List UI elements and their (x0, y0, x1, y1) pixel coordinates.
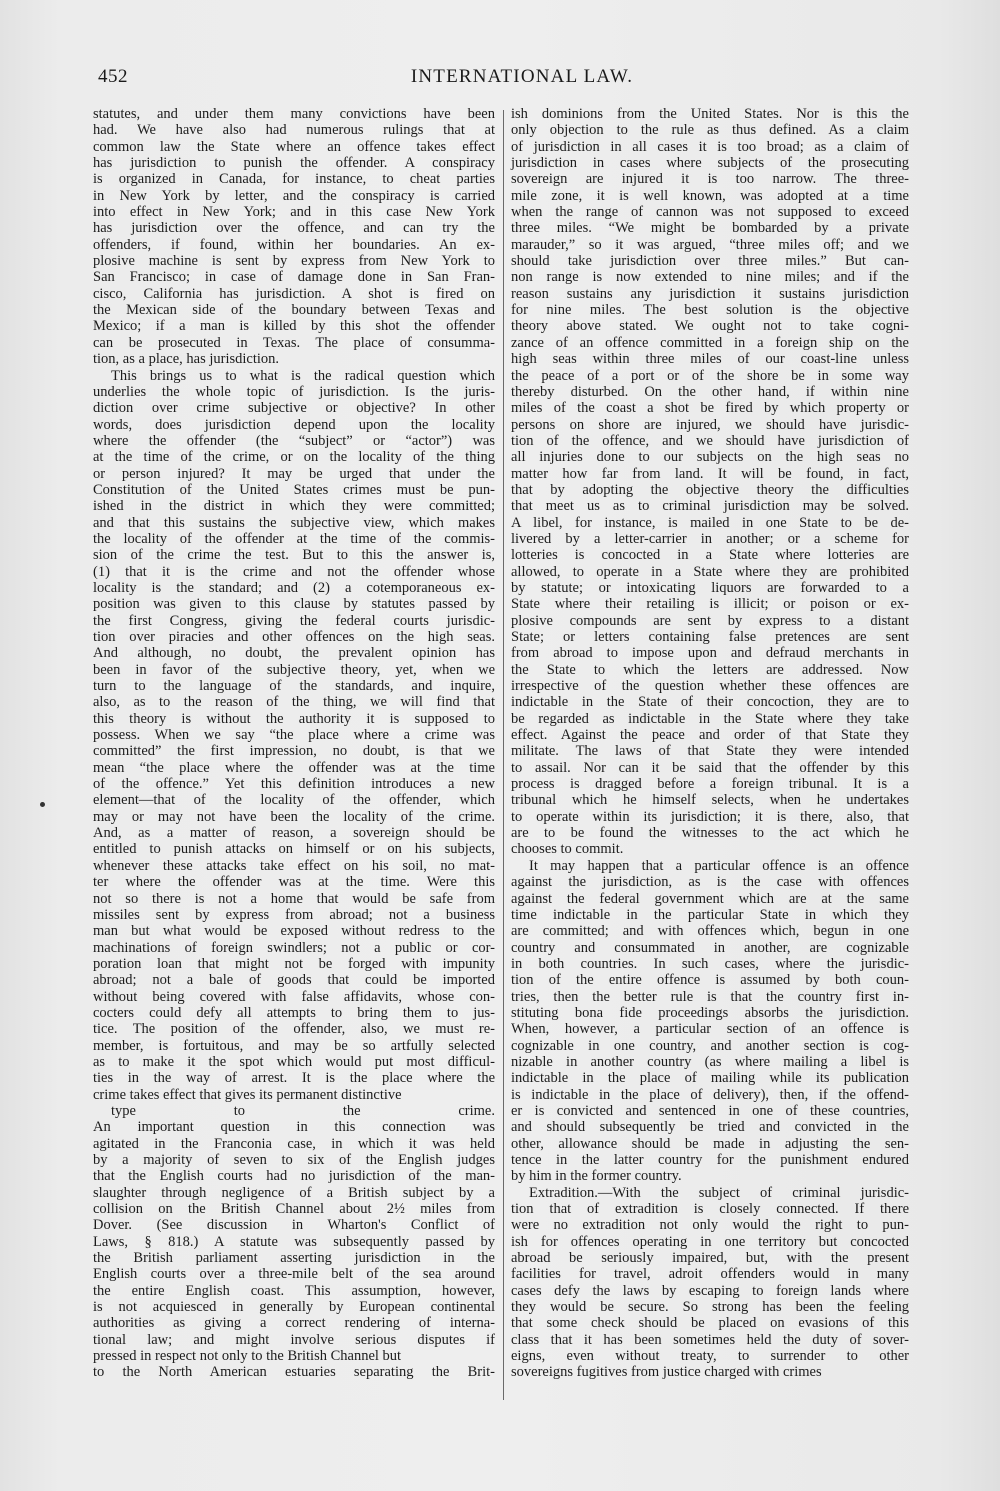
running-title: INTERNATIONAL LAW. (410, 66, 634, 87)
text-line: non range is now extended to nine miles; and if the (511, 269, 909, 286)
text-line: machinations of foreign swindlers; not a public or cor- (93, 939, 495, 956)
text-line: against the federal government which are at the same (511, 890, 909, 907)
text-line: when the range of cannon was not supposed to exceed (511, 204, 909, 221)
text-line: and should subsequently be tried and convicted in the (511, 1119, 909, 1136)
text-line: is indictable in the place of delivery), then, if the offend- (511, 1086, 909, 1103)
text-line: tence in the latter country for the punishment endured (511, 1152, 909, 1168)
text-line: State; or letters containing false pretences are sent (511, 629, 909, 645)
text-line: of jurisdiction in all cases it is too broad; as a claim of (511, 138, 909, 155)
text-line: this theory is without the authority it is supposed to (93, 710, 495, 727)
text-line: cocters could defy all attempts to bring them to jus- (93, 1004, 495, 1021)
text-line: (1) that it is the crime and not the offender whose (93, 563, 495, 580)
text-line: eigns, even without treaty, to surrender to other (511, 1348, 909, 1365)
text-line: to operate within its jurisdiction; it is there, also, that (511, 808, 909, 825)
text-line: all injuries done to our subjects on the high seas no (511, 449, 909, 466)
text-line: other, allowance should be made in adjusting the sen- (511, 1135, 909, 1152)
text-line: in New York by letter, and the conspiracy is carried (93, 187, 495, 204)
text-line: element—that of the locality of the offender, which (93, 792, 495, 809)
text-line: abroad be seriously impaired, but, with the present (511, 1250, 909, 1267)
text-line: nizable in another country (as where mailing a libel is (511, 1053, 909, 1070)
text-line: lotteries is concocted in a State where lotteries are (511, 547, 909, 564)
text-line: is organized in Canada, for instance, to cheat parties (93, 171, 495, 188)
text-line: tribunal which he himself selects, when he undertakes (511, 792, 909, 809)
text-line: abroad; not a bale of goods that could be imported (93, 972, 495, 989)
text-line: indictable in the place of mailing while its publication (511, 1070, 909, 1087)
text-line: English courts over a three-mile belt of the sea around (93, 1266, 495, 1283)
text-line: Constitution of the United States crimes must be pun- (93, 481, 495, 498)
text-line: ished in the district in which they were committed; (93, 498, 495, 515)
text-line: matter how far from land. It will be found, in fact, (511, 465, 909, 482)
text-line: agitated in the Franconia case, in which it was held (93, 1135, 495, 1152)
column-divider (503, 110, 504, 1400)
text-line: for nine miles. The best solution is the objective (511, 302, 909, 319)
text-line: collision on the British Channel about 2½ miles from (93, 1201, 495, 1218)
text-line: tion, as a place, has jurisdiction. (93, 351, 280, 368)
text-line: authorities as giving a correct rendering of interna- (93, 1315, 495, 1332)
text-line: This brings us to what is the radical question which (111, 367, 495, 384)
text-line: of the offence.” Yet this definition introduces a new (93, 776, 495, 793)
text-line: that by adopting the objective theory the difficulties (511, 481, 909, 498)
text-line: stituting bona fide proceedings absorbs the jurisdiction. (511, 1004, 909, 1021)
text-line: livered by a letter-carrier in another; or a scheme for (511, 530, 909, 547)
text-line: chooses to commit. (511, 841, 624, 858)
text-line: marauder,” so it was argued, “three miles off; and we (511, 236, 909, 253)
text-line: are to be found the witnesses to the act which he (511, 825, 909, 842)
text-line: and that this sustains the subjective view, which makes (93, 514, 495, 531)
text-line: into effect in New York; and in this case New York (93, 204, 495, 221)
text-line: sion of the crime the test. But to this the answer is, (93, 547, 495, 564)
text-line: State where their retailing is illicit; or poison or ex- (511, 596, 909, 613)
text-line: theory above stated. We ought not to take cogni- (511, 318, 909, 335)
text-line: A libel, for instance, is mailed in one State to be de- (511, 514, 909, 531)
text-line: San Francisco; in case of damage done in San Fran- (93, 269, 495, 286)
text-line: crime takes effect that gives its permanent distinctive (93, 1086, 402, 1103)
text-line: tion that of extradition is closely connected. If there (511, 1201, 909, 1218)
text-line: Dover. (See discussion in Wharton's Conflict of (93, 1217, 495, 1234)
text-line: the State to which the letters are addressed. Now (511, 661, 909, 678)
text-line: not so there is not a home that would be safe from (93, 890, 495, 907)
text-line: by a majority of seven to six of the English judges (93, 1152, 495, 1168)
text-line: the first Congress, giving the federal courts jurisdic- (93, 612, 495, 629)
text-line: by statute; or intoxicating liquors are forwarded to a (511, 579, 909, 596)
text-line: that some check should be placed on evasions of this (511, 1315, 909, 1332)
text-line: allowed, to operate in a State where they are prohibited (511, 563, 909, 580)
text-line: be regarded as indictable in the State where they take (511, 710, 909, 727)
text-line: indictable in the State of their concoction, they are to (511, 694, 909, 711)
text-line: tries, then the better rule is that the country first in- (511, 988, 909, 1005)
text-line: statutes, and under them many convictions have been (93, 106, 495, 122)
text-line: jurisdiction in cases where subjects of the prosecuting (511, 155, 909, 172)
text-line: cognizable in one country, and another section is cog- (511, 1037, 909, 1054)
text-line: to the North American estuaries separating the Brit- (93, 1364, 495, 1381)
text-line: ties in the way of arrest. It is the place where the (93, 1070, 495, 1087)
text-line: can be prosecuted in Texas. The place of consumma- (93, 334, 495, 351)
text-line: were no extradition not only would the right to pun- (511, 1217, 909, 1234)
text-line: or person injured? It may be urged that under the (93, 465, 495, 482)
text-line: Laws, § 818.) A statute was subsequently passed by (93, 1233, 495, 1250)
text-line: only objection to the rule as thus defined. As a claim (511, 122, 909, 139)
text-line: ish for offences operating in one territory but concocted (511, 1233, 909, 1250)
text-line: locality is the standard; and (2) a cotemporaneous ex- (93, 579, 495, 596)
page-number: 452 (98, 66, 128, 87)
text-line: er is convicted and sentenced in one of these countries, (511, 1102, 909, 1119)
text-line: been in favor of the subjective theory, yet, when we (93, 661, 495, 678)
text-line: as to make it the spot which would put most difficul- (93, 1053, 495, 1070)
text-line: time indictable in the particular State in which they (511, 906, 909, 923)
text-line: slaughter through negligence of a British subject by a (93, 1184, 495, 1201)
text-line: An important question in this connection was (93, 1119, 495, 1136)
text-line: militate. The laws of that State they were intended (511, 743, 909, 760)
text-line: the entire English coast. This assumption, however, (93, 1282, 495, 1299)
text-line: zance of an offence committed in a foreign ship on the (511, 334, 909, 351)
text-line: is not acquiesced in generally by European continental (93, 1299, 495, 1316)
text-line: pressed in respect not only to the British Channel but (93, 1348, 402, 1365)
text-line: possess. When we say “the place where a crime was (93, 727, 495, 744)
text-line: they would be secure. So strong has been the feeling (511, 1299, 909, 1316)
text-line: three miles. “We might be bombarded by a private (511, 220, 909, 237)
text-line: the British parliament asserting jurisdiction in the (93, 1250, 495, 1267)
left-text-column (93, 106, 495, 1381)
text-line: cases defy the laws by escaping to foreign lands where (511, 1282, 909, 1299)
text-line: whenever these attacks take effect on his soil, no mat- (93, 857, 495, 874)
text-line: member, is fortuitous, and may be so artfully selected (93, 1037, 495, 1054)
text-line: the locality of the offender at the time of the commis- (93, 530, 495, 547)
text-line: And, as a matter of reason, a sovereign should be (93, 825, 495, 842)
text-line: persons on shore are injured, we should have jurisdic- (511, 416, 909, 433)
text-line: should take jurisdiction over three miles.” But can- (511, 253, 909, 270)
text-line: When, however, a particular section of an offence is (511, 1021, 909, 1038)
text-line: cisco, California has jurisdiction. A shot is fired on (93, 285, 495, 302)
text-line: offenders, if found, within her boundaries. An ex- (93, 236, 495, 253)
text-line: high seas within three miles of our coast-line unless (511, 351, 909, 368)
text-line: tion of the entire offence is assumed by both coun- (511, 972, 909, 989)
text-line: mean “the place where the offender was at the time (93, 759, 495, 776)
page-header (98, 66, 906, 92)
text-line: turn to the language of the standards, and inquire, (93, 678, 495, 695)
text-line: Extradition.—With the subject of criminal jurisdic- (529, 1184, 909, 1201)
text-line: the peace of a port or of the shore be in some way (511, 367, 909, 384)
text-line: against the jurisdiction, as is the case with offences (511, 874, 909, 891)
text-line: without being covered with false affidavits, whose con- (93, 988, 495, 1005)
text-line: diction over crime subjective or objective? In other (93, 400, 495, 417)
text-line: ter where the offender was at the time. Were this (93, 874, 495, 891)
text-line: had. We have also had numerous rulings that at (93, 122, 495, 139)
text-line: Mexico; if a man is killed by this shot the offender (93, 318, 495, 335)
text-line: class that it has been sometimes held the duty of sover- (511, 1331, 909, 1348)
text-line: plosive machine is sent by express from New York to (93, 253, 495, 270)
text-line: type to the crime. (111, 1102, 495, 1119)
text-line: by him in the former country. (511, 1168, 682, 1185)
text-line: has jurisdiction to punish the offender. A conspiracy (93, 155, 495, 172)
text-line: tional law; and might involve serious disputes if (93, 1331, 495, 1348)
text-line: common law the State where an offence takes effect (93, 138, 495, 155)
text-line: tion of the offence, and we should have jurisdiction of (511, 432, 909, 449)
text-line: from abroad to impose upon and defraud merchants in (511, 645, 909, 662)
text-line: the Mexican side of the boundary between Texas and (93, 302, 495, 319)
text-line: also, as to the reason of the thing, we will find that (93, 694, 495, 711)
text-line: sovereign are injured it is too narrow. The three- (511, 171, 909, 188)
margin-mark (40, 802, 45, 807)
text-line: irrespective of the question whether these offences are (511, 678, 909, 695)
text-line: words, does jurisdiction depend upon the locality (93, 416, 495, 433)
text-line: position was given to this clause by statutes passed by (93, 596, 495, 613)
text-line: that the English courts had no jurisdiction of the man- (93, 1168, 495, 1185)
text-line: where the offender (the “subject” or “actor”) was (93, 432, 495, 449)
text-line: plosive compounds are sent by express to a distant (511, 612, 909, 629)
text-line: And although, no doubt, the prevalent opinion has (93, 645, 495, 662)
text-line: entitled to punish attacks on himself or on his subjects, (93, 841, 495, 858)
text-line: are committed; and with offences which, begun in one (511, 923, 909, 940)
text-line: missiles sent by express from abroad; not a business (93, 906, 495, 923)
right-text-column (511, 106, 909, 1381)
text-line: to assail. Nor can it be said that the offender by this (511, 759, 909, 776)
text-line: in both countries. In such cases, where the jurisdic- (511, 955, 909, 972)
text-line: committed” the first impression, no doubt, is that we (93, 743, 495, 760)
text-line: poration loan that might not be forged with impunity (93, 955, 495, 972)
text-line: effect. Against the peace and order of that State they (511, 727, 909, 744)
text-line: may or may not have been the locality of the crime. (93, 808, 495, 825)
text-line: ish dominions from the United States. Nor is this the (511, 106, 909, 122)
text-line: tion over piracies and other offences on the high seas. (93, 629, 495, 645)
text-line: process is dragged before a foreign tribunal. It is a (511, 776, 909, 793)
text-line: has jurisdiction over the offence, and can try the (93, 220, 495, 237)
text-line: man but what would be exposed without redress to the (93, 923, 495, 940)
text-line: that meet us as to criminal jurisdiction may be solved. (511, 498, 909, 515)
text-line: mile zone, it is well known, was adopted at a time (511, 187, 909, 204)
text-line: facilities for travel, adroit offenders would in many (511, 1266, 909, 1283)
text-line: reason sustains any jurisdiction it sustains jurisdiction (511, 285, 909, 302)
text-line: sovereigns fugitives from justice charged with crimes (511, 1364, 822, 1381)
text-line: It may happen that a particular offence is an offence (529, 857, 909, 874)
text-line: at the time of the crime, or on the locality of the thing (93, 449, 495, 466)
text-line: miles of the coast a shot be fired by which property or (511, 400, 909, 417)
text-line: thereby disturbed. On the other hand, if within nine (511, 383, 909, 400)
text-line: underlies the whole topic of jurisdiction. Is the juris- (93, 383, 495, 400)
text-line: tice. The position of the offender, also, we must re- (93, 1021, 495, 1038)
text-line: country and consummated in another, are cognizable (511, 939, 909, 956)
